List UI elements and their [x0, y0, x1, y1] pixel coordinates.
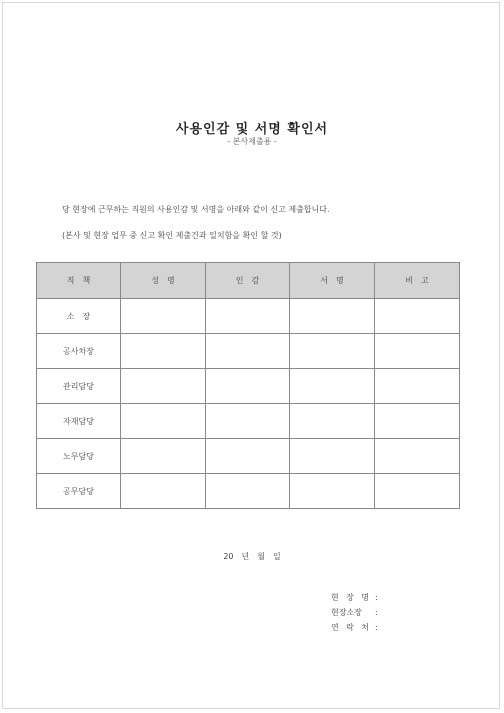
remarks-cell[interactable]	[375, 369, 460, 404]
name-cell[interactable]	[121, 299, 206, 334]
note-text: (본사 및 현장 업무 중 신고 확인 제출건과 일치함을 확인 할 것)	[62, 231, 282, 240]
table-row	[37, 299, 460, 334]
name-cell[interactable]	[121, 474, 206, 509]
role-cell: 공무담당	[37, 474, 121, 509]
header-name: 성 명	[121, 263, 206, 299]
table-row	[37, 369, 460, 404]
intro-text: 당 현장에 근무하는 직원의 사용인감 및 서명을 아래와 같이 신고 제출합니다.	[62, 205, 330, 214]
signature-cell[interactable]	[290, 369, 375, 404]
name-cell[interactable]	[121, 404, 206, 439]
document-title: 사용인감 및 서명 확인서	[175, 122, 329, 137]
seal-cell[interactable]	[206, 369, 290, 404]
table-row	[37, 439, 460, 474]
table-row	[37, 474, 460, 509]
signature-cell[interactable]	[290, 439, 375, 474]
name-cell[interactable]	[121, 439, 206, 474]
footer-label: 현 장 명	[331, 593, 369, 602]
remarks-cell[interactable]	[375, 299, 460, 334]
seal-signature-table	[36, 262, 460, 509]
header-position: 직 책	[37, 263, 121, 299]
seal-cell[interactable]	[206, 299, 290, 334]
seal-cell[interactable]	[206, 474, 290, 509]
role-cell: 자재담당	[37, 404, 121, 439]
signature-cell[interactable]	[290, 299, 375, 334]
signature-cell[interactable]	[290, 404, 375, 439]
footer-field-site-name	[331, 590, 378, 605]
footer-field-contact	[331, 620, 378, 635]
header-seal: 인 감	[206, 263, 290, 299]
table-row	[37, 334, 460, 369]
table-header-row	[37, 263, 460, 299]
signature-cell[interactable]	[290, 474, 375, 509]
name-cell[interactable]	[121, 369, 206, 404]
role-cell: 관리담당	[37, 369, 121, 404]
remarks-cell[interactable]	[375, 439, 460, 474]
footer-label: 현장소장	[331, 608, 362, 617]
role-cell: 노무담당	[37, 439, 121, 474]
header-signature: 서 명	[290, 263, 375, 299]
seal-cell[interactable]	[206, 334, 290, 369]
remarks-cell[interactable]	[375, 404, 460, 439]
role-cell: 소 장	[37, 299, 121, 334]
remarks-cell[interactable]	[375, 334, 460, 369]
table-row	[37, 404, 460, 439]
name-cell[interactable]	[121, 334, 206, 369]
signature-cell[interactable]	[290, 334, 375, 369]
footer-field-site-manager	[331, 605, 378, 620]
footer-colon: :	[375, 608, 378, 617]
footer-colon: :	[375, 623, 378, 632]
header-remarks: 비 고	[375, 263, 460, 299]
footer-colon: :	[375, 593, 378, 602]
date-line: 20 년 월 일	[223, 552, 281, 561]
document-subtitle: - 본사제출용 -	[227, 137, 277, 146]
role-cell: 공사차장	[37, 334, 121, 369]
footer-fields	[331, 590, 378, 635]
seal-cell[interactable]	[206, 404, 290, 439]
footer-label: 연 락 처	[331, 623, 369, 632]
seal-cell[interactable]	[206, 439, 290, 474]
remarks-cell[interactable]	[375, 474, 460, 509]
